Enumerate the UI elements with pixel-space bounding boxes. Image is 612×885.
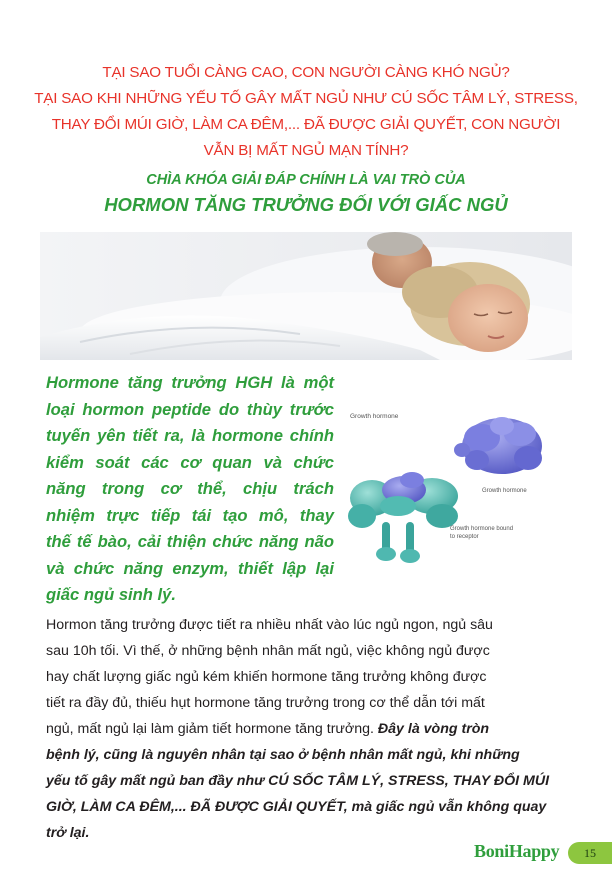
body-paragraph [46, 612, 580, 846]
intro-line: giấc ngủ sinh lý. [46, 585, 177, 604]
question-line: THAY ĐỔI MÚI GIỜ, LÀM CA ĐÊM,... ĐÃ ĐƯỢC GIẢI QUYẾT, CON NGƯỜI [51, 116, 561, 133]
body-line: tiết ra đầy đủ, thiếu hụt hormone tăng trưởng trong cơ thể dẫn tới mất [46, 695, 485, 711]
label-bound-receptor-1: Growth hormone bound [450, 526, 514, 532]
intro-line: loại hormon peptide do thùy trước [46, 399, 334, 419]
body-emphasis-line: GIỜ, LÀM CA ĐÊM,... ĐÃ ĐƯỢC GIẢI QUYẾT, mà giấc ngủ vẫn không quay [46, 799, 547, 815]
question-line: TẠI SAO KHI NHỮNG YẾU TỐ GÂY MẤT NGỦ NHƯ CÚ SỐC TÂM LÝ, STRESS, [34, 90, 578, 107]
receptor-bound-complex [348, 472, 458, 563]
intro-line: và chức năng enzym, thiết lập lại [46, 558, 334, 578]
body-line [46, 716, 580, 742]
label-bound-receptor-2: to receptor [450, 534, 479, 540]
body-line: sau 10h tối. Vì thế, ở những bệnh nhân mất ngủ, việc không ngủ được [46, 643, 490, 659]
free-hormone-molecule [454, 417, 542, 474]
label-growth-hormone-top: Growth hormone [350, 413, 399, 420]
sleeping-couple-illustration [40, 232, 572, 360]
intro-line: nhiệm trực tiếp tái tạo mô, thay [46, 505, 334, 525]
body-emphasis-line: trở lại. [46, 825, 90, 841]
body-emphasis: Đây là vòng tròn [377, 721, 490, 737]
intro-line: tuyến yên tiết ra, là hormone chính [46, 426, 334, 445]
body-line: Hormon tăng trưởng được tiết ra nhiều nhất vào lúc ngủ ngon, ngủ sâu [46, 617, 493, 633]
body-text: ngủ, mất ngủ lại làm giảm tiết hormone tăng trưởng. [46, 721, 374, 737]
page-number: 15 [568, 842, 612, 864]
brand-logo: BoniHappy [474, 841, 560, 861]
label-growth-hormone-mid: Growth hormone [482, 488, 527, 494]
sleeping-couple-photo [40, 232, 572, 360]
intro-line: năng trong cơ thể, chịu trách [46, 479, 334, 498]
intro-line: kiểm soát các cơ quan và chức [46, 452, 334, 472]
answer-title: HORMON TĂNG TRƯỞNG ĐỐI VỚI GIẤC NGỦ [104, 194, 508, 215]
body-emphasis-line: yếu tố gây mất ngủ ban đầy như CÚ SỐC TÂM LÝ, STRESS, THAY ĐỔI MÚI [46, 773, 550, 789]
growth-hormone-diagram [342, 398, 572, 568]
question-line: VẪN BỊ MẤT NGỦ MẠN TÍNH? [203, 142, 409, 159]
intro-paragraph [46, 370, 334, 609]
question-heading [20, 60, 592, 164]
intro-line: thế tế bào, cải thiện chức năng não [46, 532, 334, 551]
question-line: TẠI SAO TUỔI CÀNG CAO, CON NGƯỜI CÀNG KHÓ NGỦ? [102, 64, 510, 81]
intro-line: Hormone tăng trưởng HGH là một [46, 373, 334, 392]
body-line: hay chất lượng giấc ngủ kém khiến hormone tăng trưởng không được [46, 669, 487, 685]
answer-subtitle: CHÌA KHÓA GIẢI ĐÁP CHÍNH LÀ VAI TRÒ CỦA [146, 172, 466, 188]
body-emphasis-line: bệnh lý, cũng là nguyên nhân tại sao ở bệnh nhân mất ngủ, khi những [46, 747, 520, 763]
